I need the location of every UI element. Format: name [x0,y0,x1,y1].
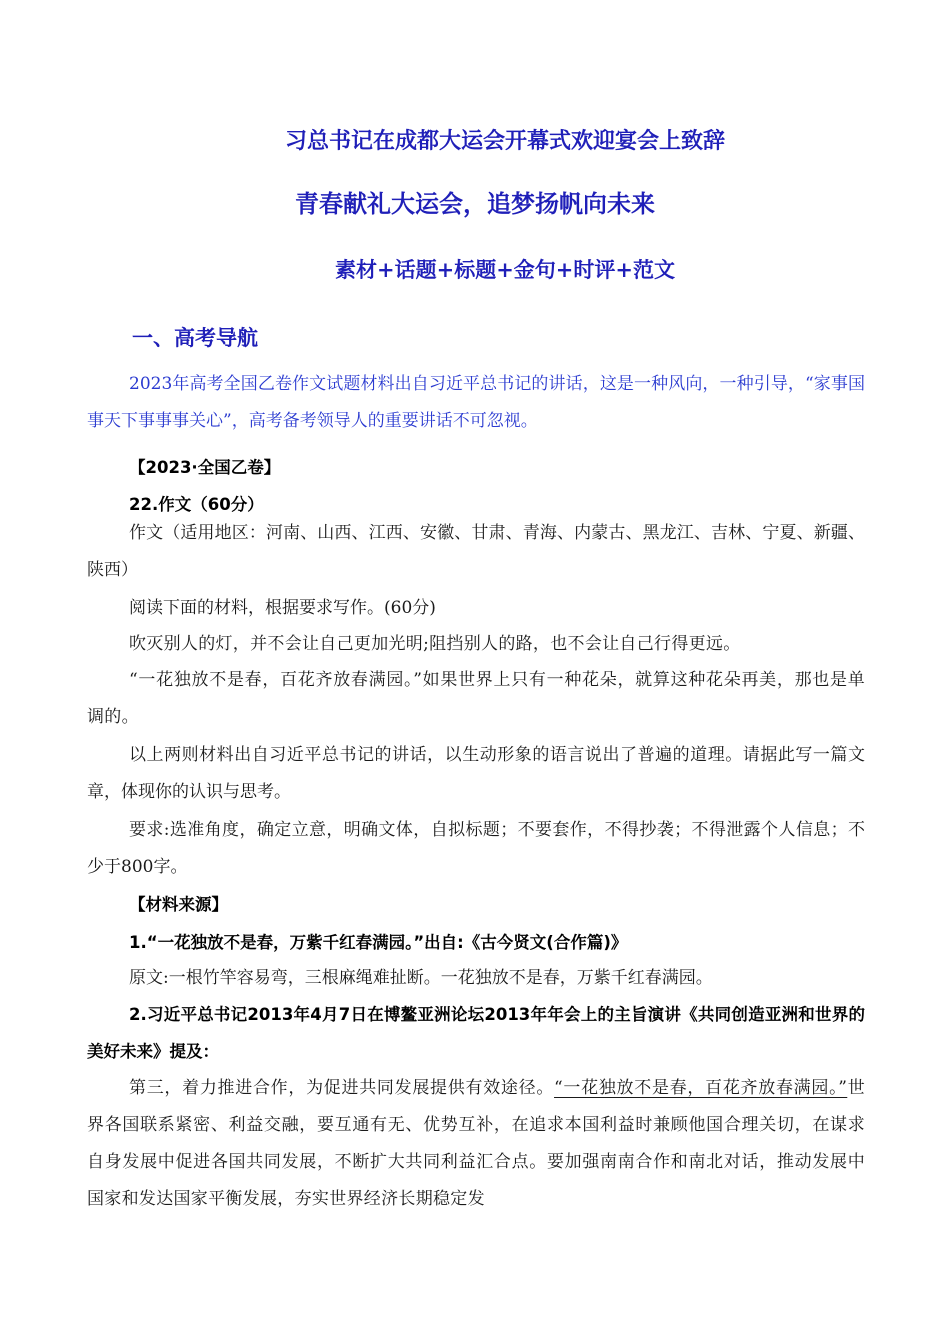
exam-tag: 【2023·全国乙卷】 [129,458,281,477]
region-paragraph: 作文（适用地区：河南、山西、江西、安徽、甘肃、青海、内蒙古、黑龙江、吉林、宁夏、新疆、陕西） [87,523,865,580]
source-tag: 【材料来源】 [129,895,228,914]
source-2-text [87,1070,865,1218]
source-2-text-post: 世界各国联系紧密、利益交融，要互通有无、优势互补，在追求本国利益时兼顾他国合理关切，在谋求自身发展中促进各国共同发展，不断扩大共同利益汇合点。要加强南南合作和南北对话，推动发展中国家和发达国家平衡发展，夯实世界经济长期稳定发 [87,1078,865,1209]
source-2-text-pre: 第三，着力推进合作，为促进共同发展提供有效途径。 [129,1078,555,1098]
question-number: 22.作文（60分） [129,495,264,514]
intro-paragraph: 2023年高考全国乙卷作文试题材料出自习近平总书记的讲话，这是一种风向，一种引导，“家事国事天下事事事关心”，高考备考领导人的重要讲话不可忽视。 [87,374,865,431]
source-2-title: 2.习近平总书记2013年4月7日在博鳌亚洲论坛2013年年会上的主旨演讲《共同创造亚洲和世界的美好未来》提及： [87,1005,865,1061]
source-1-text: 原文:一根竹竿容易弯，三根麻绳难扯断。一花独放不是春，万紫千红春满园。 [129,968,713,988]
material-1: 吹灭别人的灯，并不会让自己更加光明;阻挡别人的路，也不会让自己行得更远。 [129,634,741,654]
source-1-title: 1.“一花独放不是春，万紫千红春满园。”出自:《古今贤文(合作篇)》 [129,933,628,952]
title-line-3: 素材+话题+标题+金句+时评+范文 [335,257,675,282]
requirements-paragraph: 要求:选准角度，确定立意，明确文体，自拟标题；不要套作，不得抄袭；不得泄露个人信息；不少于800字。 [87,820,865,877]
prompt-paragraph: 以上两则材料出自习近平总书记的讲话，以生动形象的语言说出了普遍的道理。请据此写一篇文章，体现你的认识与思考。 [87,745,865,802]
section-heading: 一、高考导航 [132,326,258,350]
material-2: “一花独放不是春，百花齐放春满园。”如果世界上只有一种花朵，就算这种花朵再美，那也是单调的。 [87,670,865,727]
instruction-paragraph: 阅读下面的材料，根据要求写作。(60分) [129,598,436,618]
source-2-quote: “一花独放不是春，百花齐放春满园。” [554,1078,848,1098]
title-line-1: 习总书记在成都大运会开幕式欢迎宴会上致辞 [284,128,725,154]
title-line-2: 青春献礼大运会，追梦扬帆向未来 [295,189,655,218]
